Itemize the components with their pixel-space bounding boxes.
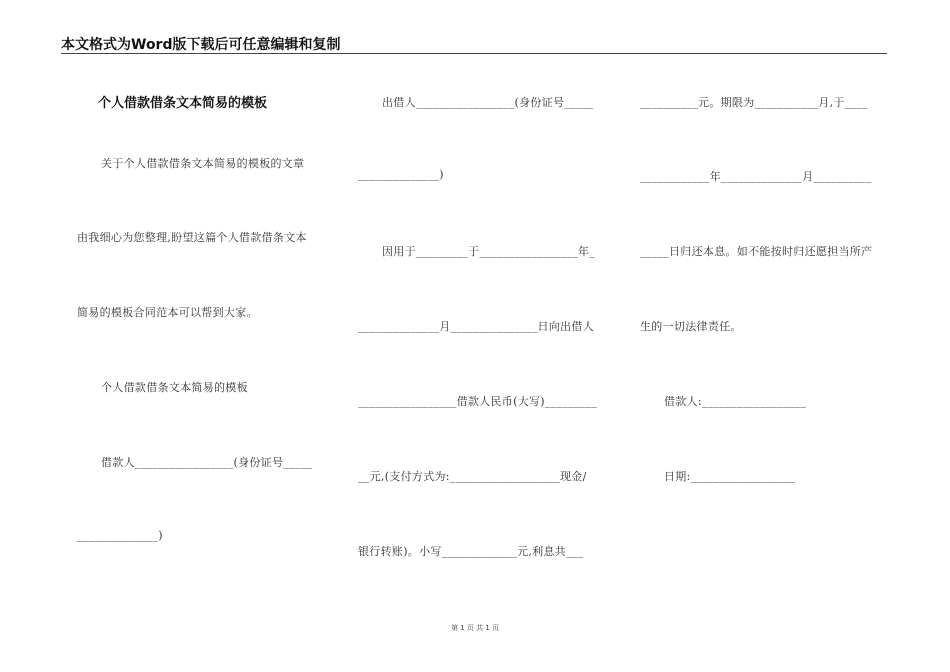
page-number: 第 1 页 共 1 页 xyxy=(450,624,500,632)
document-title: 个人借款借条文本简易的模板 xyxy=(98,96,268,111)
borrower-line: 借款人_________________(身份证号_____ xyxy=(101,456,313,469)
purpose-line: 因用于_________于_________________年_ xyxy=(382,245,596,258)
id-number-line: ______________) xyxy=(77,529,163,542)
liability-line-end: 生的一切法律责任。 xyxy=(640,320,742,333)
paragraph-line: 由我细心为您整理,盼望这篇个人借款借条文本 xyxy=(77,231,307,244)
id-number-line: ______________) xyxy=(358,168,444,181)
borrower-signature-line: 借款人:__________________ xyxy=(664,395,807,408)
header-divider xyxy=(61,53,887,54)
amount-lowercase-line: 银行转账)。小写_____________元,利息共___ xyxy=(358,545,584,558)
date-line: ______________月_______________日向出借人 xyxy=(358,320,594,333)
payment-method-line: __元,(支付方式为:___________________现金/ xyxy=(358,470,587,483)
lender-line: 出借人_________________(身份证号_____ xyxy=(382,96,594,109)
page-header: 本文格式为Word版下载后可任意编辑和复制 xyxy=(61,37,341,53)
date-signature-line: 日期:__________________ xyxy=(664,470,796,483)
subtitle-line: 个人借款借条文本简易的模板 xyxy=(101,381,248,394)
liability-line: _____日归还本息。如不能按时归还愿担当所产 xyxy=(640,245,873,258)
term-line: __________元。期限为___________月,于____ xyxy=(640,96,868,109)
amount-capital-line: _________________借款人民币(大写)_________ xyxy=(358,395,598,408)
paragraph-line: 关于个人借款借条文本简易的模板的文章 xyxy=(101,157,305,170)
paragraph-line: 简易的模板合同范本可以帮到大家。 xyxy=(77,306,258,319)
repayment-date-line: ____________年______________月__________ xyxy=(640,170,872,183)
